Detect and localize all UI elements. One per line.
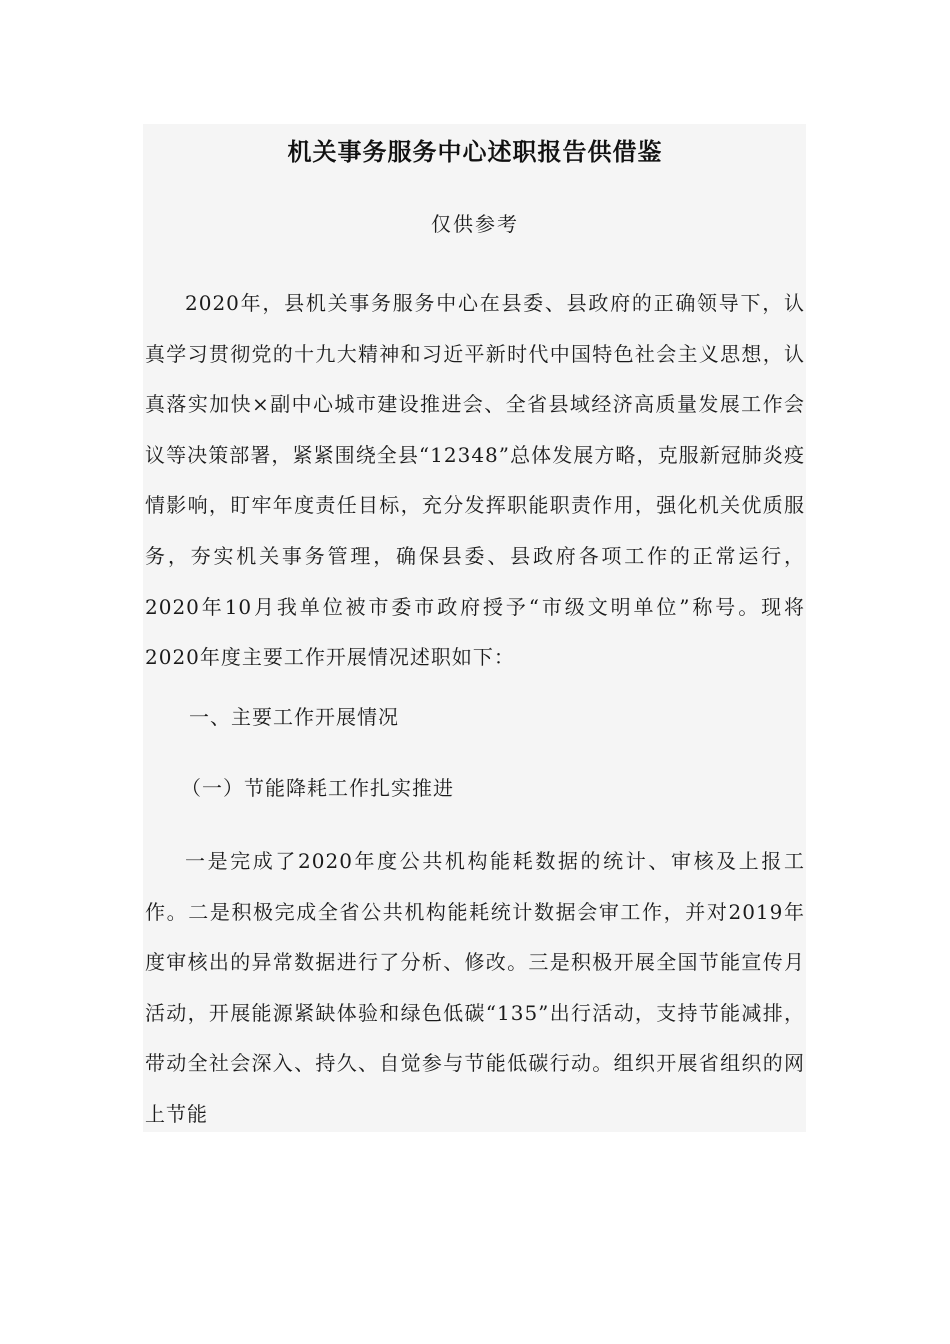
intro-paragraph: 2020年，县机关事务服务中心在县委、县政府的正确领导下，认真学习贯彻党的十九大精神和习近平新时代中国特色社会主义思想，认真落实加快×副中心城市建设推进会、全省县域经济高质量发展工作会议等决策部署，紧紧围绕全县“12348”总体发展方略，克服新冠肺炎疫情影响，盯牢年度责任目标，充分发挥职能职责作用，强化机关优质服务，夯实机关事务管理，确保县委、县政府各项工作的正常运行，2020年10月我单位被市委市政府授予“市级文明单位”称号。现将2020年度主要工作开展情况述职如下： bbox=[145, 291, 805, 670]
document-subtitle: 仅供参考 bbox=[431, 212, 519, 236]
document-title: 机关事务服务中心述职报告供借鉴 bbox=[287, 138, 663, 166]
body-paragraph: 一是完成了2020年度公共机构能耗数据的统计、审核及上报工作。二是积极完成全省公共机构能耗统计数据会审工作，并对2019年度审核出的异常数据进行了分析、修改。三是积极开展全国节能宣传月活动，开展能源紧缺体验和绿色低碳“135”出行活动，支持节能减排，带动全社会深入、持久、自觉参与节能低碳行动。组织开展省组织的网上节能 bbox=[145, 849, 805, 1126]
subsection-heading: （一）节能降耗工作扎实推进 bbox=[181, 776, 454, 800]
section-heading: 一、主要工作开展情况 bbox=[189, 705, 399, 729]
